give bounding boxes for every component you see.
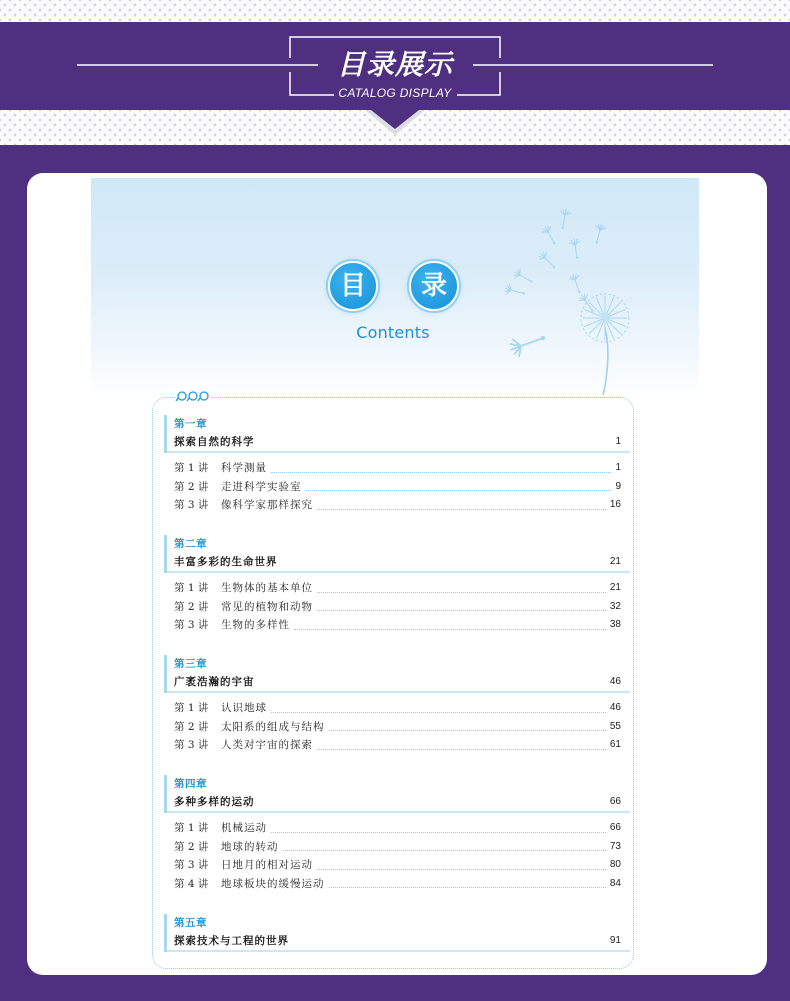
chapter-heading	[164, 655, 630, 693]
lesson-row	[174, 736, 621, 755]
chapter-3	[164, 655, 630, 755]
chapter-heading	[164, 535, 630, 573]
contents-banner	[91, 178, 699, 395]
lesson-list	[164, 819, 630, 893]
lesson-number: 第 1 讲	[174, 462, 209, 474]
lesson-title: 科学测量	[221, 462, 267, 474]
main-background	[0, 145, 790, 1001]
lesson-number: 第 3 讲	[174, 499, 209, 511]
dot-leader	[317, 749, 606, 750]
chapter-title-row	[167, 793, 630, 813]
lesson-number: 第 1 讲	[174, 582, 209, 594]
dot-leader	[294, 629, 606, 630]
lesson-page-number: 16	[609, 499, 621, 510]
chapter-heading	[164, 914, 630, 952]
lesson-number: 第 1 讲	[174, 822, 209, 834]
chapter-title: 探索自然的科学	[174, 436, 255, 448]
title-char-circle: 录	[409, 261, 459, 311]
lesson-page-number: 66	[609, 822, 621, 833]
lesson-title: 人类对宇宙的探索	[221, 739, 313, 751]
lesson-row	[174, 616, 621, 635]
lesson-title: 机械运动	[221, 822, 267, 834]
dot-leader	[306, 490, 612, 491]
chapter-page-number: 91	[609, 934, 621, 946]
chapter-1	[164, 415, 630, 515]
lesson-title: 生物的多样性	[221, 619, 290, 631]
lesson-number: 第 2 讲	[174, 720, 209, 733]
chapter-page-number: 66	[609, 796, 621, 807]
table-of-contents	[152, 397, 634, 969]
chapter-title-row	[167, 553, 630, 573]
lesson-row	[174, 699, 621, 718]
lesson-row	[174, 478, 621, 497]
dot-leader	[317, 592, 606, 593]
page-subtitle: CATALOG DISPLAY	[338, 86, 452, 100]
lesson-page-number: 73	[609, 840, 621, 852]
chapter-title: 丰富多彩的生命世界	[174, 556, 278, 568]
lesson-page-number: 61	[609, 739, 621, 750]
chapter-title: 广袤浩瀚的宇宙	[174, 676, 255, 688]
content-card	[27, 173, 767, 975]
dot-leader	[329, 887, 606, 888]
lesson-page-number: 38	[609, 619, 621, 630]
lesson-number: 第 2 讲	[174, 840, 209, 853]
down-triangle-icon	[360, 110, 430, 140]
dandelion-icon	[91, 178, 699, 395]
dot-leader	[317, 610, 606, 611]
title-char-circle: 目	[328, 261, 378, 311]
chapter-4	[164, 775, 630, 893]
lesson-list	[164, 699, 630, 755]
lesson-title: 认识地球	[221, 702, 267, 714]
lesson-page-number: 1	[615, 462, 621, 473]
chapter-title: 探索技术与工程的世界	[174, 934, 289, 947]
dot-leader	[283, 850, 606, 851]
chapter-5	[164, 914, 630, 952]
header-band	[0, 22, 790, 110]
contents-label: Contents	[356, 323, 430, 342]
lesson-number: 第 3 讲	[174, 859, 209, 871]
lesson-row	[174, 875, 621, 894]
chapter-list	[164, 415, 630, 972]
chapter-page-number: 21	[609, 556, 621, 567]
chapter-heading	[164, 415, 630, 453]
lesson-number: 第 1 讲	[174, 702, 209, 714]
lesson-page-number: 21	[609, 582, 621, 593]
lesson-title: 走进科学实验室	[221, 480, 302, 493]
lesson-page-number: 80	[609, 859, 621, 870]
lesson-page-number: 46	[609, 702, 621, 713]
dot-leader	[271, 832, 606, 833]
chapter-title-row	[167, 433, 630, 453]
lesson-list	[164, 579, 630, 635]
chapter-label: 第四章	[174, 778, 207, 790]
lesson-row	[174, 856, 621, 875]
dot-leader	[329, 730, 606, 731]
lesson-title: 生物体的基本单位	[221, 582, 313, 594]
chapter-label: 第二章	[174, 538, 207, 550]
chapter-heading	[164, 775, 630, 813]
lesson-page-number: 9	[615, 480, 621, 492]
dot-leader	[317, 509, 606, 510]
lesson-page-number: 55	[609, 720, 621, 732]
lesson-row	[174, 718, 621, 737]
dot-leader	[317, 869, 606, 870]
page-title: 目录展示	[336, 48, 453, 81]
lesson-row	[174, 819, 621, 838]
lesson-number: 第 2 讲	[174, 600, 209, 613]
lesson-page-number: 84	[609, 877, 621, 889]
lesson-row	[174, 579, 621, 598]
lesson-number: 第 2 讲	[174, 480, 209, 493]
chapter-label: 第一章	[174, 418, 207, 430]
dot-leader	[271, 472, 611, 473]
lesson-title: 地球的转动	[221, 840, 279, 853]
lesson-row	[174, 459, 621, 478]
chapter-title: 多种多样的运动	[174, 796, 255, 808]
lesson-page-number: 32	[609, 600, 621, 612]
lesson-title: 常见的植物和动物	[221, 600, 313, 613]
lesson-title: 地球板块的缓慢运动	[221, 877, 325, 890]
chapter-title-row	[167, 673, 630, 693]
lesson-title: 日地月的相对运动	[221, 859, 313, 871]
lesson-number: 第 3 讲	[174, 739, 209, 751]
chapter-label: 第五章	[174, 916, 207, 929]
lesson-number: 第 3 讲	[174, 619, 209, 631]
lesson-list	[164, 459, 630, 515]
lesson-title: 像科学家那样探究	[221, 499, 313, 511]
lesson-row	[174, 838, 621, 857]
lesson-row	[174, 598, 621, 617]
chapter-page-number: 1	[615, 436, 621, 447]
chapter-label: 第三章	[174, 658, 207, 670]
mid-dot-pattern	[0, 110, 790, 145]
chapter-page-number: 46	[609, 676, 621, 687]
lesson-number: 第 4 讲	[174, 877, 209, 890]
dot-leader	[271, 712, 606, 713]
lesson-row	[174, 496, 621, 515]
chapter-title-row	[167, 932, 630, 952]
chapter-2	[164, 535, 630, 635]
top-dot-pattern	[0, 0, 790, 22]
lesson-title: 太阳系的组成与结构	[221, 720, 325, 733]
spiral-icon	[175, 389, 211, 403]
